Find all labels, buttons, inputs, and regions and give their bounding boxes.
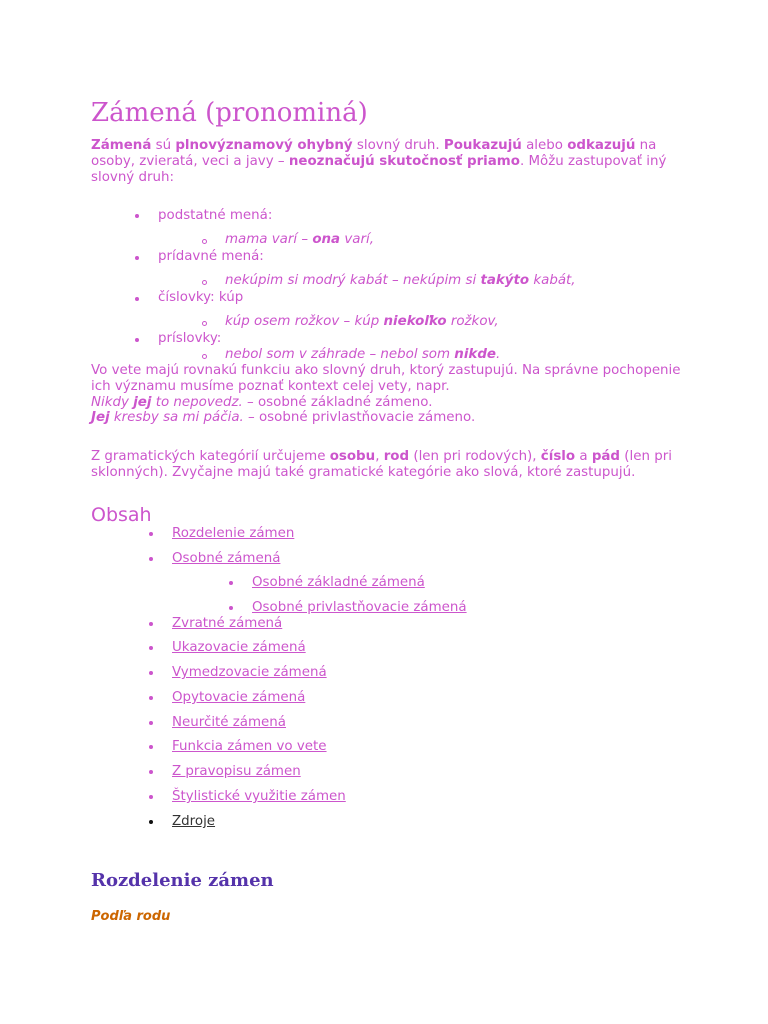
paragraph-term: osobu	[329, 449, 376, 464]
circle-bullet-icon	[202, 354, 207, 359]
intro-term: neoznačujú skutočnosť priamo	[288, 154, 520, 169]
intro-text: . Môžu zastupovať iný slovný druh:	[91, 154, 667, 185]
paragraph-text: (len pri sklonných). Zvyčajne majú také gramatické kategórie ako slová, ktoré zastupujú.	[91, 449, 672, 480]
intro-text: sú	[151, 138, 176, 153]
example-note: – osobné privlastňovacie zámeno.	[243, 410, 476, 425]
bullet-icon	[149, 820, 153, 824]
toc-link-zvratne-zamena[interactable]: Zvratné zámená	[172, 616, 283, 631]
circle-bullet-icon	[202, 321, 207, 326]
category-example	[225, 347, 500, 363]
example-sentence-2	[91, 410, 681, 426]
example-text: rožkov,	[446, 314, 499, 329]
bullet-icon	[149, 745, 153, 749]
category-label: podstatné mená:	[158, 208, 273, 223]
bullet-icon	[229, 606, 233, 610]
paragraph-text: ,	[375, 449, 384, 464]
page-title: Zámená (pronominá)	[91, 98, 368, 128]
intro-text: na osoby, zvieratá, veci a javy –	[91, 138, 657, 169]
toc-link-z-pravopisu-zamen[interactable]: Z pravopisu zámen	[172, 764, 301, 779]
bullet-icon	[135, 297, 139, 301]
bullet-icon	[149, 770, 153, 774]
toc-link-stylisticke-vyuzitie[interactable]: Štylistické využitie zámen	[172, 789, 346, 804]
category-label: číslovky: kúp	[158, 290, 244, 305]
category-example	[225, 232, 374, 248]
example-text: nekúpim si modrý kabát – nekúpim si	[225, 273, 481, 288]
intro-term-zamena: Zámená	[91, 138, 152, 153]
category-example	[225, 273, 576, 289]
bullet-icon	[149, 622, 153, 626]
example-text: mama varí –	[225, 232, 313, 247]
bullet-icon	[135, 214, 139, 218]
intro-term: Poukazujú	[443, 138, 522, 153]
paragraph-term: rod	[383, 449, 410, 464]
intro-term: plnovýznamový ohybný	[175, 138, 353, 153]
example-text: nebol som v záhrade – nebol som	[225, 347, 455, 362]
toc-link-zdroje[interactable]: Zdroje	[172, 814, 216, 829]
bullet-icon	[135, 338, 139, 342]
toc-heading: Obsah	[91, 504, 152, 526]
bullet-icon	[149, 557, 153, 561]
example-pronoun: jej	[133, 395, 152, 410]
paragraph-text: a	[575, 449, 592, 464]
bullet-icon	[149, 795, 153, 799]
paragraph-text: (len pri rodových),	[409, 449, 541, 464]
context-paragraph: Vo vete majú rovnakú funkciu ako slovný druh, ktorý zastupujú. Na správne pochopenie ich významu musíme poznať kontext celej vety, napr.	[91, 363, 681, 394]
bullet-icon	[149, 696, 153, 700]
paragraph-term: číslo	[540, 449, 576, 464]
subsection-heading: Podľa rodu	[91, 909, 171, 924]
bullet-icon	[135, 256, 139, 260]
example-text: .	[496, 347, 501, 362]
toc-link-ukazovacie-zamena[interactable]: Ukazovacie zámená	[172, 640, 306, 655]
bullet-icon	[229, 581, 233, 585]
example-text: to nepovedz.	[151, 395, 243, 410]
example-pronoun: Jej	[91, 410, 110, 425]
bullet-icon	[149, 721, 153, 725]
example-sentence-1	[91, 395, 681, 411]
category-label: príslovky:	[158, 331, 222, 346]
example-text: kresby sa mi páčia.	[109, 410, 244, 425]
grammar-categories-paragraph	[91, 449, 681, 481]
example-pronoun: ona	[312, 232, 341, 247]
example-text: varí,	[340, 232, 374, 247]
section-heading: Rozdelenie zámen	[91, 870, 274, 891]
category-example	[225, 314, 499, 330]
example-text: Nikdy	[91, 395, 134, 410]
example-pronoun: takýto	[480, 273, 530, 288]
intro-text: alebo	[521, 138, 568, 153]
bullet-icon	[149, 671, 153, 675]
toc-link-vymedzovacie-zamena[interactable]: Vymedzovacie zámená	[172, 665, 327, 680]
toc-link-funkcia-zamen[interactable]: Funkcia zámen vo vete	[172, 739, 327, 754]
category-label: prídavné mená:	[158, 249, 264, 264]
bullet-icon	[149, 532, 153, 536]
toc-link-neurcite-zamena[interactable]: Neurčité zámená	[172, 715, 286, 730]
intro-term: odkazujú	[567, 138, 636, 153]
toc-link-osobne-zamena[interactable]: Osobné zámená	[172, 551, 281, 566]
example-note: – osobné základné zámeno.	[242, 395, 433, 410]
example-text: kabát,	[529, 273, 576, 288]
example-pronoun: niekoľko	[383, 314, 447, 329]
intro-paragraph	[91, 138, 681, 186]
circle-bullet-icon	[202, 239, 207, 244]
paragraph-term: pád	[591, 449, 621, 464]
toc-link-opytovacie-zamena[interactable]: Opytovacie zámená	[172, 690, 306, 705]
bullet-icon	[149, 646, 153, 650]
paragraph-text: Z gramatických kategórií určujeme	[91, 449, 330, 464]
toc-link-osobne-zakladne-zamena[interactable]: Osobné základné zámená	[252, 575, 425, 590]
toc-link-osobne-privlastnovacie-zamena[interactable]: Osobné privlastňovacie zámená	[252, 600, 467, 615]
circle-bullet-icon	[202, 280, 207, 285]
toc-link-rozdelenie-zamen[interactable]: Rozdelenie zámen	[172, 526, 295, 541]
intro-text: slovný druh.	[352, 138, 444, 153]
example-text: kúp osem rožkov – kúp	[225, 314, 384, 329]
example-pronoun: nikde	[454, 347, 496, 362]
